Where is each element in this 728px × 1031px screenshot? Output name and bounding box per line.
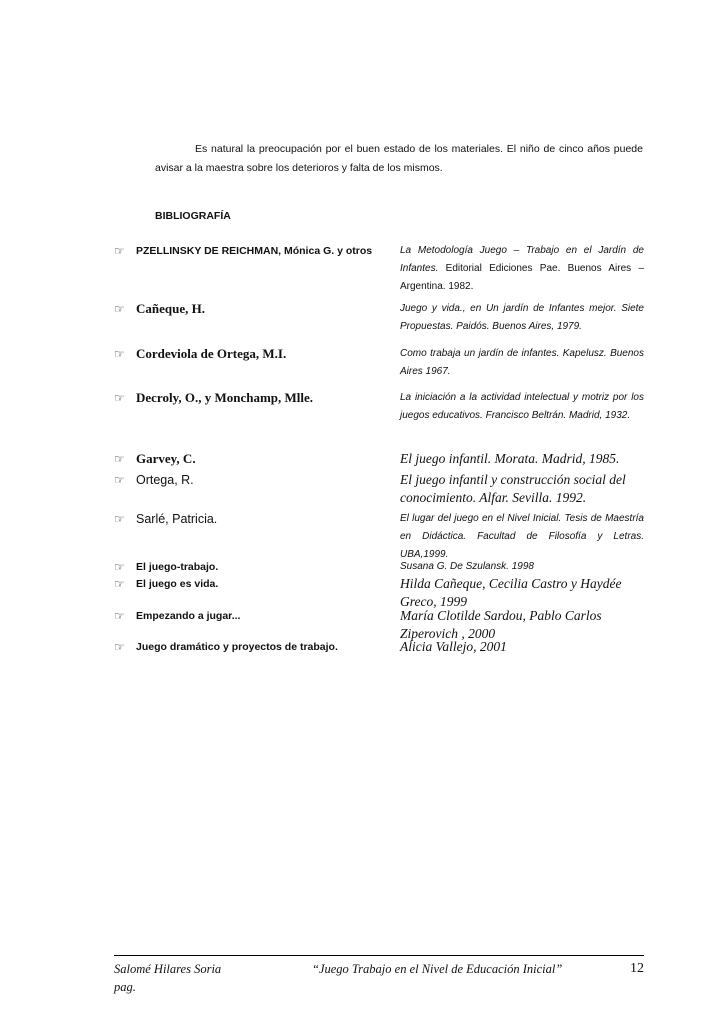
bibliography-heading: BIBLIOGRAFÍA [155, 210, 231, 222]
entry-author: El juego-trabajo. [136, 561, 219, 573]
entry-author: Sarlé, Patricia. [136, 512, 218, 526]
entry-work: María Clotilde Sardou, Pablo Carlos Ziperovich , 2000 [400, 608, 602, 641]
pointing-hand-icon: ☞ [114, 640, 125, 654]
pointing-hand-icon: ☞ [114, 244, 125, 258]
pointing-hand-icon: ☞ [114, 577, 125, 591]
entry-work: Juego y vida., en Un jardín de Infantes mejor. Siete Propuestas. Paidós. Buenos Aires, 1979. [400, 303, 644, 332]
pointing-hand-icon: ☞ [114, 560, 125, 574]
entry-work: El lugar del juego en el Nivel Inicial. Tesis de Maestría en Didáctica. Facultad de Filosofía y Letras. UBA,1999. [400, 513, 644, 560]
entry-work [400, 242, 644, 296]
footer-author: Salomé Hilares Soria [114, 962, 222, 976]
entry-author: Decroly, O., y Monchamp, Mlle. [136, 390, 314, 405]
pointing-hand-icon: ☞ [114, 391, 125, 405]
entry-work: Hilda Cañeque, Cecilia Castro y Haydée Greco, 1999 [400, 576, 622, 609]
entry-author: PZELLINSKY DE REICHMAN, Mónica G. y otros [136, 245, 373, 257]
entry-author: Cordeviola de Ortega, M.I. [136, 346, 287, 361]
entry-work: Como trabaja un jardín de infantes. Kapelusz. Buenos Aires 1967. [400, 348, 644, 377]
pointing-hand-icon: ☞ [114, 347, 125, 361]
entry-author: Cañeque, H. [136, 301, 205, 316]
entry-work: El juego infantil y construcción social del conocimiento. Alfar. Sevilla. 1992. [400, 472, 626, 505]
pointing-hand-icon: ☞ [114, 302, 125, 316]
pointing-hand-icon: ☞ [114, 609, 125, 623]
pointing-hand-icon: ☞ [114, 452, 125, 466]
footer-title: “Juego Trabajo en el Nivel de Educación Inicial” [312, 962, 563, 976]
entry-author: Garvey, C. [136, 451, 196, 466]
entry-author: El juego es vida. [136, 578, 219, 590]
entry-work: El juego infantil. Morata. Madrid, 1985. [400, 451, 620, 466]
entry-author: Empezando a jugar... [136, 610, 241, 622]
entry-work-title: La Metodología Juego – Trabajo en el Jardín de Infantes. [400, 245, 644, 274]
footer-pag-label: pag. [114, 980, 136, 994]
entry-work: La iniciación a la actividad intelectual y motriz por los juegos educativos. Francisco Beltrán. Madrid, 1932. [400, 392, 644, 421]
pointing-hand-icon: ☞ [114, 473, 125, 487]
entry-work: Susana G. De Szulansk. 1998 [400, 561, 534, 572]
entry-author: Juego dramático y proyectos de trabajo. [136, 641, 338, 653]
entry-author: Ortega, R. [136, 473, 194, 487]
page-number: 12 [630, 961, 644, 976]
pointing-hand-icon: ☞ [114, 512, 125, 526]
intro-paragraph [155, 140, 643, 178]
entry-work-rest: Editorial Ediciones Pae. Buenos Aires – Argentina. 1982. [400, 263, 644, 292]
entry-work: Alicia Vallejo, 2001 [400, 639, 507, 654]
intro-paragraph-text: Es natural la preocupación por el buen estado de los materiales. El niño de cinco años puede avisar a la maestra sobre los deterioros y falta de los mismos. [155, 143, 643, 174]
footer-divider [114, 955, 644, 956]
